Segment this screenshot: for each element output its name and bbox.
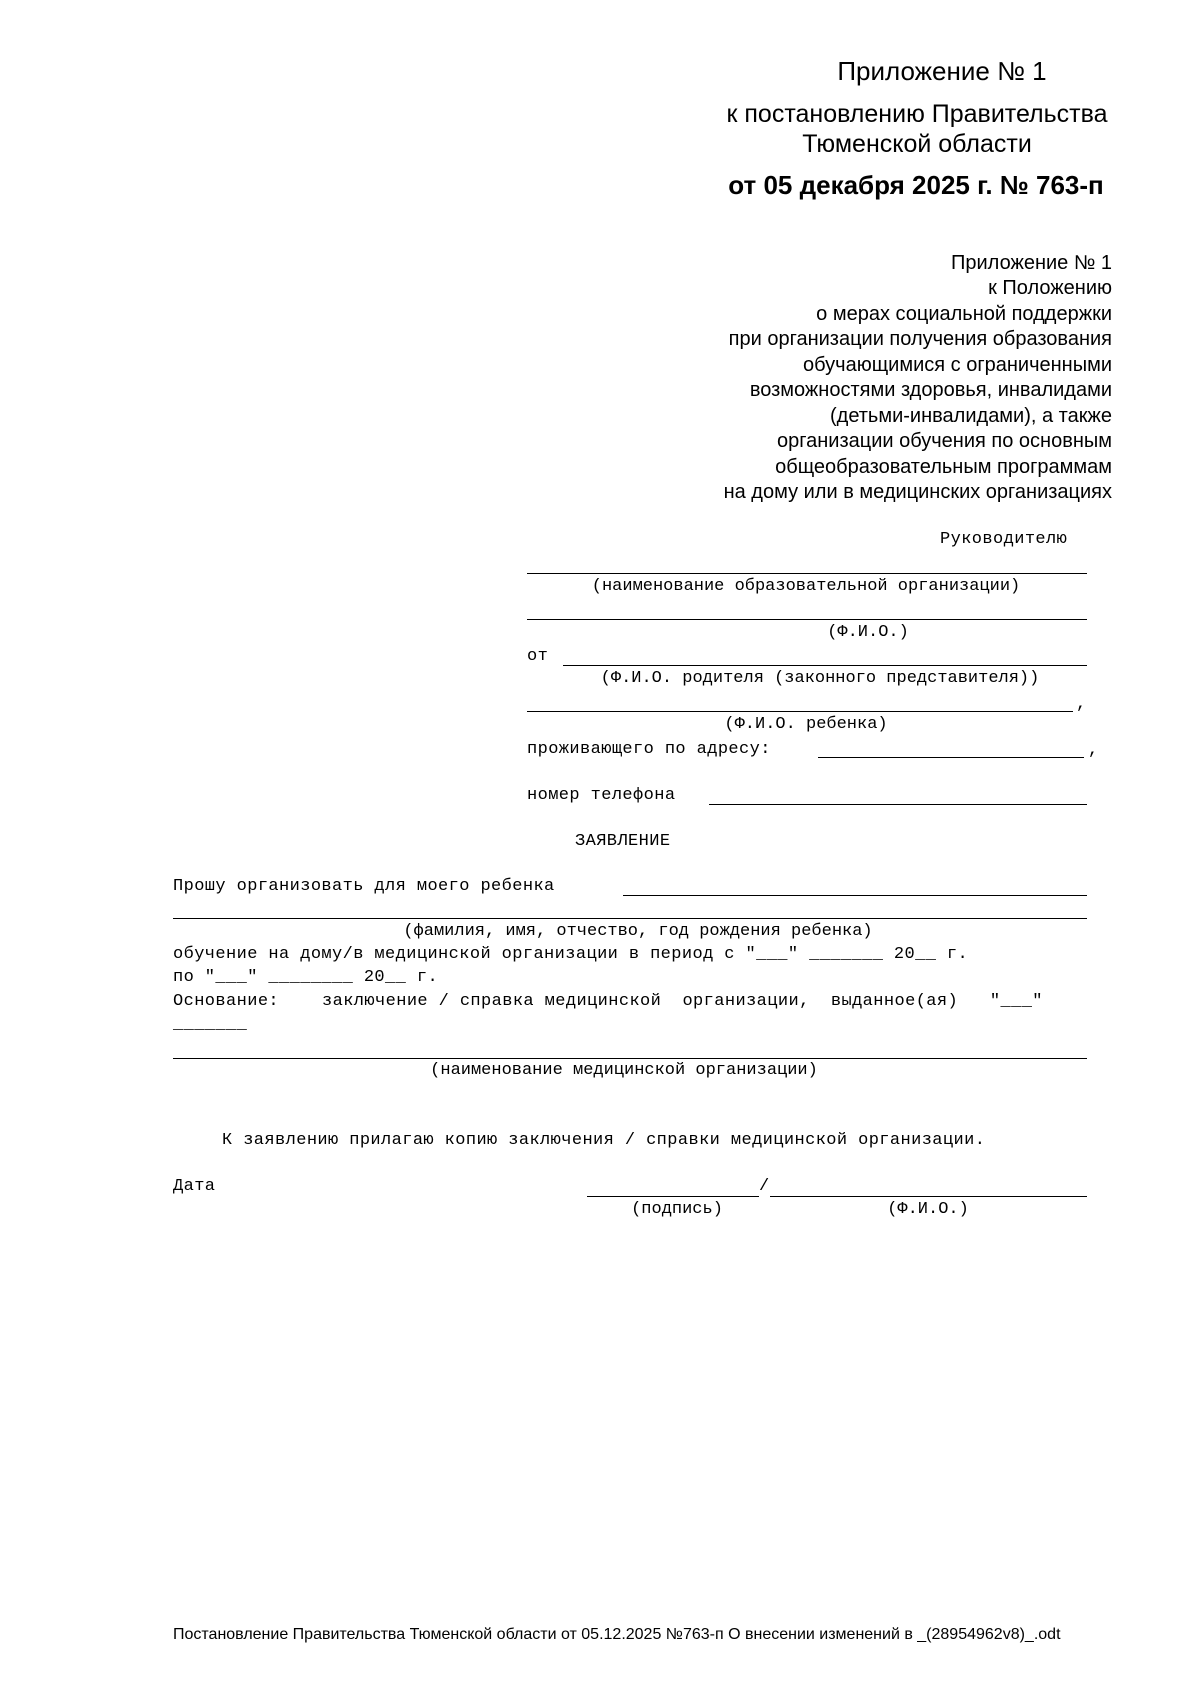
appendix-line: при организации получения образования (728, 328, 1112, 350)
attachment-text: К заявлению прилагаю копию заключения / справки медицинской организации. (222, 1131, 986, 1150)
fio-line[interactable] (527, 619, 1087, 620)
signature-line[interactable] (587, 1196, 759, 1197)
statement-title: ЗАЯВЛЕНИЕ (575, 832, 671, 851)
appendix-line: обучающимися с ограниченными (803, 354, 1112, 376)
address-line[interactable] (818, 757, 1084, 758)
comma: , (1076, 695, 1087, 714)
caption-child: (Ф.И.О. ребенка) (724, 715, 888, 734)
appendix-line: организации обучения по основным (777, 430, 1112, 452)
caption-med-org: (наименование медицинской организации) (430, 1061, 818, 1080)
caption-child-full: (фамилия, имя, отчество, год рождения ребенка) (403, 922, 873, 941)
address-label: проживающего по адресу: (527, 740, 771, 759)
document-footer: Постановление Правительства Тюменской области от 05.12.2025 №763-п О внесении изменений в _(28954962v8)_.odt (173, 1626, 1061, 1643)
appendix-line: о мерах социальной поддержки (816, 303, 1112, 325)
caption-sign-fio: (Ф.И.О.) (887, 1200, 969, 1219)
appendix-line: на дому или в медицинских организациях (723, 481, 1112, 503)
child-fio-line[interactable] (527, 711, 1073, 712)
from-label: от (527, 647, 549, 666)
appendix-line: к Положению (988, 277, 1112, 299)
appendix-line: возможностями здоровья, инвалидами (749, 379, 1112, 401)
resolution-date: от 05 декабря 2025 г. № 763-п (728, 170, 1104, 200)
child-full-line[interactable] (173, 918, 1087, 919)
appendix-title: Приложение № 1 (837, 56, 1047, 86)
org-name-line[interactable] (527, 573, 1087, 574)
signature-fio-line[interactable] (770, 1196, 1087, 1197)
caption-signature: (подпись) (631, 1200, 723, 1219)
request-line[interactable] (623, 895, 1087, 896)
resolution-line-1: к постановлению Правительства (726, 100, 1108, 128)
parent-fio-line[interactable] (563, 665, 1087, 666)
date-label: Дата (173, 1177, 216, 1196)
comma: , (1088, 741, 1099, 760)
addressee-label: Руководителю (940, 530, 1068, 549)
basis-tail: _______ (173, 1015, 248, 1034)
appendix-line: общеобразовательным программам (775, 456, 1112, 478)
phone-label: номер телефона (527, 786, 676, 805)
period-line-2: по "___" ________ 20__ г. (173, 968, 439, 987)
appendix-line: (детьми-инвалидами), а также (829, 405, 1112, 427)
slash: / (759, 1177, 770, 1196)
phone-line[interactable] (709, 804, 1087, 805)
appendix-line: Приложение № 1 (951, 252, 1112, 274)
basis-text: заключение / справка медицинской организации, выданное(ая) "___" (322, 992, 1043, 1011)
caption-parent: (Ф.И.О. родителя (законного представителя)) (600, 669, 1040, 688)
resolution-line-2: Тюменской области (802, 130, 1032, 158)
period-line: обучение на дому/в медицинской организации в период с "___" _______ 20__ г. (173, 945, 969, 964)
caption-fio: (Ф.И.О.) (827, 623, 909, 642)
med-org-line[interactable] (173, 1058, 1087, 1059)
request-label: Прошу организовать для моего ребенка (173, 877, 555, 896)
basis-label: Основание: (173, 992, 280, 1011)
caption-org: (наименование образовательной организации) (591, 577, 1021, 596)
